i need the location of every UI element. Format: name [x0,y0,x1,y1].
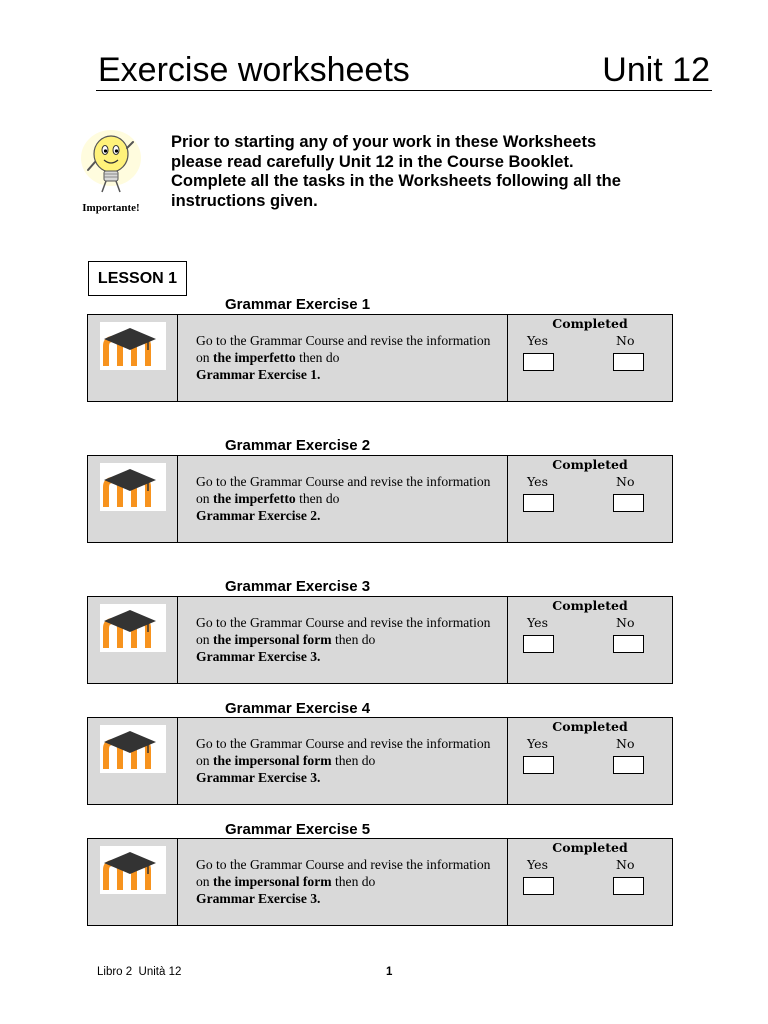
moodle-icon[interactable] [100,725,166,773]
completed-cell [508,456,672,542]
no-checkbox[interactable] [613,494,644,512]
completed-cell [508,597,672,683]
page-number: 1 [386,966,393,978]
yes-label: Yes [527,333,548,348]
moodle-icon[interactable] [100,846,166,894]
instruction-text: Go to the Grammar Course and revise the information on [196,474,491,506]
no-checkbox[interactable] [613,353,644,371]
importante-badge [72,128,150,218]
exercise-heading: Grammar Exercise 5 [225,821,371,838]
yes-label: Yes [527,474,548,489]
exercise-heading: Grammar Exercise 4 [225,700,371,717]
instruction-text: Go to the Grammar Course and revise the information on [196,736,491,768]
page-title: Exercise worksheets [98,51,410,89]
instruction-text: then do [331,632,376,647]
exercise-instruction [196,473,502,524]
instruction-target: Grammar Exercise 3. [196,891,321,906]
yes-label: Yes [527,615,548,630]
instruction-cell [178,456,508,542]
instruction-text: Go to the Grammar Course and revise the information on [196,615,491,647]
instruction-cell [178,839,508,925]
intro-instructions [171,133,691,211]
completed-label: Completed [552,719,628,734]
no-label: No [616,857,635,872]
completed-cell [508,315,672,401]
yes-checkbox[interactable] [523,756,554,774]
completed-label: Completed [552,598,628,613]
logo-cell [88,718,178,804]
logo-cell [88,839,178,925]
lesson-label: LESSON 1 [88,261,187,296]
no-checkbox[interactable] [613,756,644,774]
completed-cell [508,839,672,925]
exercise-box [87,717,673,805]
instruction-cell [178,315,508,401]
no-label: No [616,615,635,630]
instruction-text: then do [295,350,340,365]
exercise-box [87,314,673,402]
yes-label: Yes [527,857,548,872]
exercise-instruction [196,735,502,786]
yes-checkbox[interactable] [523,635,554,653]
no-checkbox[interactable] [613,635,644,653]
exercise-instruction [196,614,502,665]
exercise-instruction [196,856,502,907]
instruction-target: Grammar Exercise 1. [196,367,321,382]
no-checkbox[interactable] [613,877,644,895]
instruction-topic: the impersonal form [213,632,332,647]
exercise-heading: Grammar Exercise 2 [225,437,371,454]
logo-cell [88,315,178,401]
no-label: No [616,736,635,751]
completed-label: Completed [552,457,628,472]
moodle-icon[interactable] [100,463,166,511]
intro-line: Complete all the tasks in the Worksheets following all the [171,172,621,190]
exercise-box [87,455,673,543]
instruction-text: then do [331,753,376,768]
no-label: No [616,474,635,489]
importante-caption: Importante! [82,202,140,214]
yes-checkbox[interactable] [523,494,554,512]
intro-line: instructions given. [171,191,318,210]
intro-line: Prior to starting any of your work in these Worksheets [171,133,597,151]
instruction-cell [178,597,508,683]
moodle-icon[interactable] [100,322,166,370]
yes-label: Yes [527,736,548,751]
instruction-topic: the imperfetto [213,491,296,506]
instruction-topic: the imperfetto [213,350,296,365]
exercise-box [87,838,673,926]
instruction-topic: the impersonal form [213,874,332,889]
instruction-cell [178,718,508,804]
instruction-text: then do [331,874,376,889]
exercise-heading: Grammar Exercise 3 [225,578,371,595]
exercise-instruction [196,332,502,383]
no-label: No [616,333,635,348]
instruction-text: Go to the Grammar Course and revise the information on [196,857,491,889]
unit-label: Unit 12 [602,51,710,89]
intro-line: please read carefully Unit 12 in the Course Booklet. [171,152,574,171]
page-header [96,48,712,91]
completed-label: Completed [552,840,628,855]
logo-cell [88,456,178,542]
yes-checkbox[interactable] [523,877,554,895]
yes-checkbox[interactable] [523,353,554,371]
instruction-target: Grammar Exercise 3. [196,649,321,664]
completed-label: Completed [552,316,628,331]
exercise-box [87,596,673,684]
moodle-icon[interactable] [100,604,166,652]
instruction-topic: the impersonal form [213,753,332,768]
completed-cell [508,718,672,804]
instruction-target: Grammar Exercise 3. [196,770,321,785]
footer-book-unit: Libro 2 Unità 12 [97,966,182,978]
lightbulb-icon [78,128,144,200]
instruction-text: then do [295,491,340,506]
exercise-heading: Grammar Exercise 1 [225,296,371,313]
instruction-target: Grammar Exercise 2. [196,508,321,523]
instruction-text: Go to the Grammar Course and revise the information on [196,333,491,365]
logo-cell [88,597,178,683]
